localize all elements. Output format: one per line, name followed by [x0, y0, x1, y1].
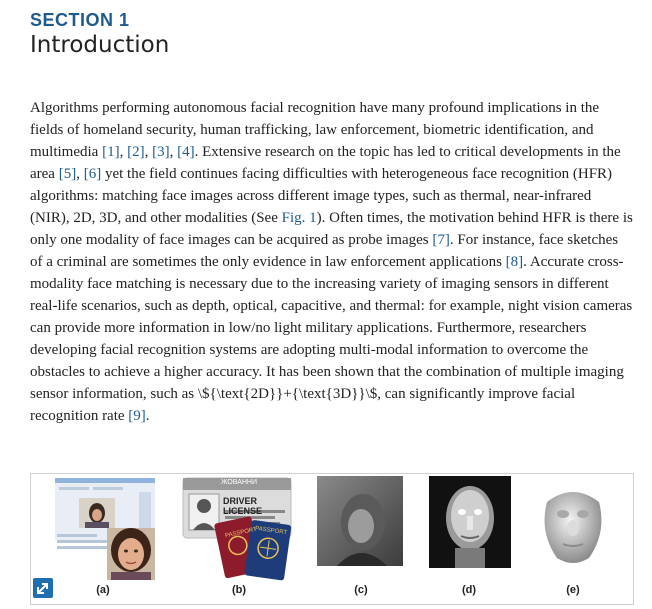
- paragraph-text: ). Often times, the motivation behind HFR is there is only one modality of face images can be acquired as probe images: [30, 210, 633, 248]
- caption-d: (d): [461, 584, 477, 596]
- thermal-face-image: [429, 476, 511, 568]
- figure-panel-e: [537, 482, 609, 566]
- figure-panel-d: [429, 476, 511, 568]
- expand-icon: [33, 578, 53, 598]
- figure-panel-a: [51, 478, 161, 580]
- caption-c: (c): [354, 584, 368, 596]
- citation-link[interactable]: [6]: [83, 166, 102, 182]
- license-header: ЖОВАННИ: [221, 479, 258, 486]
- citation-link[interactable]: [8]: [505, 254, 524, 270]
- caption-b: (b): [231, 584, 247, 596]
- paragraph-text: Algorithms performing autonomous facial recognition have many profound implications in the fields of homeland security, human trafficking, law enforcement, biometric identification, and multimedia: [30, 100, 600, 160]
- 3d-face-model-image: [537, 482, 609, 566]
- citation-link[interactable]: Fig. 1: [281, 210, 317, 226]
- citation-link[interactable]: [1]: [102, 144, 120, 160]
- webcam-photo-image: [51, 478, 161, 580]
- section-label: SECTION 1: [30, 10, 130, 30]
- figure-panel-b: [181, 476, 293, 582]
- license-title: DRIVER LICENSE: [223, 496, 263, 516]
- grayscale-face-image: [317, 476, 403, 566]
- figure-1: [30, 473, 634, 605]
- figure-panel-c: [317, 476, 403, 566]
- paragraph-text: . For instance, face sketches of a criminal are sometimes the only evidence in law enforcement applications: [30, 232, 619, 270]
- paragraph-text: yet the field continues facing difficulties with heterogeneous face recognition (HFR) algorithms: matching face images across different image types, such as thermal, near-infrared (NIR), 2D, 3D, and other modalities (See: [30, 166, 613, 226]
- passport-label-red: PASSPORT: [224, 526, 258, 540]
- citation-link[interactable]: [9]: [128, 408, 146, 424]
- citation-link[interactable]: [5]: [58, 166, 77, 182]
- intro-paragraph: [30, 97, 634, 427]
- paragraph-text: ,: [119, 144, 128, 160]
- passport-label-blue: PASSPORT: [254, 525, 288, 537]
- caption-e: (e): [566, 584, 580, 596]
- expand-figure-button[interactable]: [33, 578, 53, 598]
- paragraph-text: ,: [76, 166, 84, 182]
- paragraph-text: .: [145, 408, 150, 424]
- citation-link[interactable]: [2]: [127, 144, 145, 160]
- citation-link[interactable]: [4]: [177, 144, 195, 160]
- caption-a: (a): [96, 584, 110, 596]
- citation-link[interactable]: [3]: [152, 144, 170, 160]
- paragraph-text: . Extensive research on the topic has led to critical developments in the area: [30, 144, 621, 182]
- paragraph-text: . Accurate cross-modality face matching is necessary due to the increasing variety of imaging sensors in different real-life scenarios, such as depth, optical, capacitive, and thermal: for example, night vision cameras can provide more information in low/no light military applications. Furthermore, researchers developing facial recognition systems are adopting multi-modal information to overcome the obstacles to achieve a higher accuracy. It has been shown that the combination of multiple imaging sensor information, such as \${\text{2D}}+{\text{3D}}\$, can significantly improve facial recognition rate: [30, 254, 633, 424]
- paragraph-text: ,: [144, 144, 153, 160]
- section-title: Introduction: [30, 32, 170, 58]
- citation-link[interactable]: [7]: [432, 232, 450, 248]
- paragraph-text: ,: [169, 144, 178, 160]
